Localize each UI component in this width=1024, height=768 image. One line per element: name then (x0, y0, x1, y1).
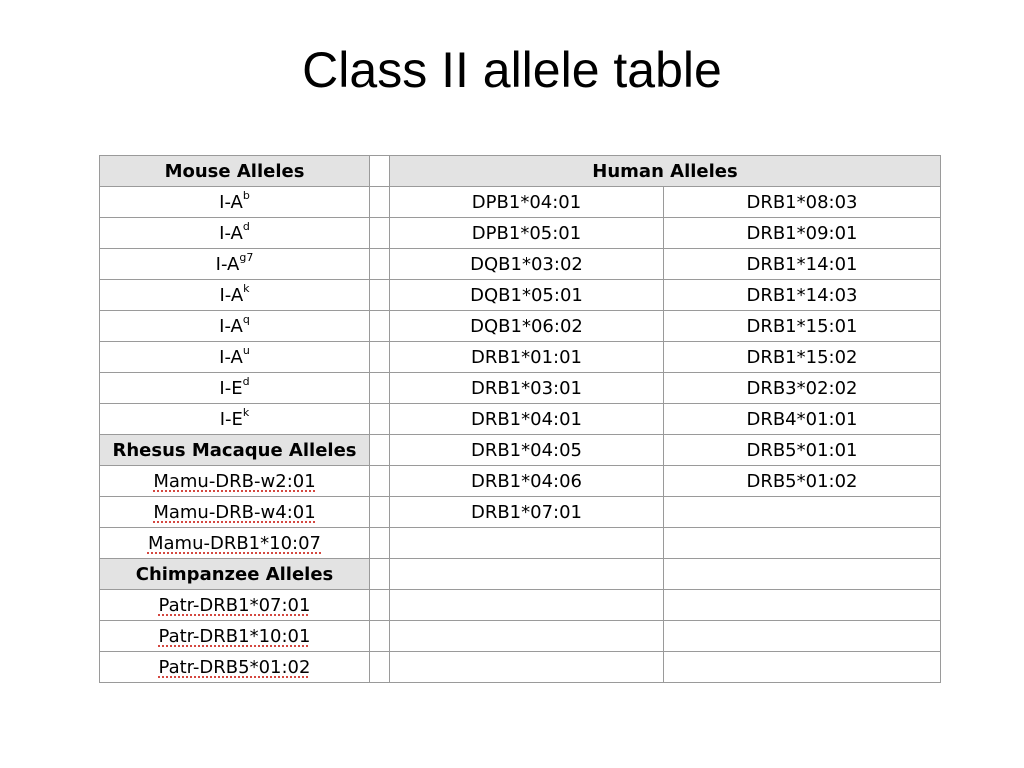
human-allele-cell: DQB1*05:01 (390, 280, 664, 311)
empty-cell (390, 590, 664, 621)
human-allele-cell: DRB1*07:01 (390, 497, 664, 528)
chimpanzee-allele-cell: Patr-DRB5*01:02 (100, 652, 370, 683)
chimpanzee-alleles-header: Chimpanzee Alleles (100, 559, 370, 590)
empty-cell (664, 590, 941, 621)
chimpanzee-allele-cell: Patr-DRB1*07:01 (100, 590, 370, 621)
human-allele-cell: DRB1*15:01 (664, 311, 941, 342)
human-allele-cell: DRB1*14:03 (664, 280, 941, 311)
mouse-allele-cell: $I-E^d$ (100, 373, 370, 404)
table-row (100, 590, 941, 621)
human-allele-cell: DRB3*02:02 (664, 373, 941, 404)
mouse-allele-cell: $I-A^b$ (100, 187, 370, 218)
table-row (100, 156, 941, 187)
mouse-allele-cell: $I-A^q$ (100, 311, 370, 342)
spacer-cell (370, 156, 390, 187)
mouse-allele-cell: $I-E^k$ (100, 404, 370, 435)
table-row (100, 373, 941, 404)
spacer-cell (370, 404, 390, 435)
spacer-cell (370, 435, 390, 466)
spacer-cell (370, 373, 390, 404)
spacer-cell (370, 528, 390, 559)
human-allele-cell: DRB1*04:01 (390, 404, 664, 435)
empty-cell (664, 497, 941, 528)
table-row (100, 342, 941, 373)
rhesus-allele-cell: Mamu-DRB-w4:01 (100, 497, 370, 528)
spacer-cell (370, 559, 390, 590)
human-allele-cell: DRB5*01:02 (664, 466, 941, 497)
table-row (100, 466, 941, 497)
human-allele-cell: DRB1*14:01 (664, 249, 941, 280)
table-row (100, 435, 941, 466)
table-row (100, 249, 941, 280)
slide-title: Class II allele table (302, 42, 722, 98)
table-row (100, 404, 941, 435)
spacer-cell (370, 621, 390, 652)
human-allele-cell: DRB1*04:05 (390, 435, 664, 466)
table-row (100, 621, 941, 652)
human-allele-cell: DPB1*05:01 (390, 218, 664, 249)
table-row (100, 280, 941, 311)
table-row (100, 187, 941, 218)
spacer-cell (370, 466, 390, 497)
spacer-cell (370, 249, 390, 280)
allele-table (99, 155, 941, 683)
empty-cell (390, 559, 664, 590)
empty-cell (664, 621, 941, 652)
empty-cell (664, 559, 941, 590)
table-row (100, 218, 941, 249)
spacer-cell (370, 590, 390, 621)
spacer-cell (370, 497, 390, 528)
empty-cell (390, 652, 664, 683)
human-alleles-header: Human Alleles (390, 156, 941, 187)
mouse-allele-cell: $I-A^{g7}$ (100, 249, 370, 280)
human-allele-cell: DQB1*06:02 (390, 311, 664, 342)
human-allele-cell: DRB1*09:01 (664, 218, 941, 249)
table-row (100, 528, 941, 559)
human-allele-cell: DRB1*15:02 (664, 342, 941, 373)
mouse-allele-cell: $I-A^k$ (100, 280, 370, 311)
human-allele-cell: DRB1*01:01 (390, 342, 664, 373)
mouse-alleles-header: Mouse Alleles (100, 156, 370, 187)
human-allele-cell: DRB1*08:03 (664, 187, 941, 218)
spacer-cell (370, 311, 390, 342)
table-row (100, 559, 941, 590)
spacer-cell (370, 652, 390, 683)
human-allele-cell: DRB4*01:01 (664, 404, 941, 435)
rhesus-allele-cell: Mamu-DRB-w2:01 (100, 466, 370, 497)
table-row (100, 311, 941, 342)
chimpanzee-allele-cell: Patr-DRB1*10:01 (100, 621, 370, 652)
empty-cell (664, 528, 941, 559)
empty-cell (664, 652, 941, 683)
rhesus-alleles-header: Rhesus Macaque Alleles (100, 435, 370, 466)
spacer-cell (370, 187, 390, 218)
human-allele-cell: DRB1*03:01 (390, 373, 664, 404)
spacer-cell (370, 342, 390, 373)
human-allele-cell: DRB1*04:06 (390, 466, 664, 497)
mouse-allele-cell: $I-A^d$ (100, 218, 370, 249)
spacer-cell (370, 280, 390, 311)
human-allele-cell: DQB1*03:02 (390, 249, 664, 280)
mouse-allele-cell: $I-A^u$ (100, 342, 370, 373)
human-allele-cell: DRB5*01:01 (664, 435, 941, 466)
empty-cell (390, 528, 664, 559)
human-allele-cell: DPB1*04:01 (390, 187, 664, 218)
spacer-cell (370, 218, 390, 249)
rhesus-allele-cell: Mamu-DRB1*10:07 (100, 528, 370, 559)
table-row (100, 497, 941, 528)
empty-cell (390, 621, 664, 652)
table-row (100, 652, 941, 683)
